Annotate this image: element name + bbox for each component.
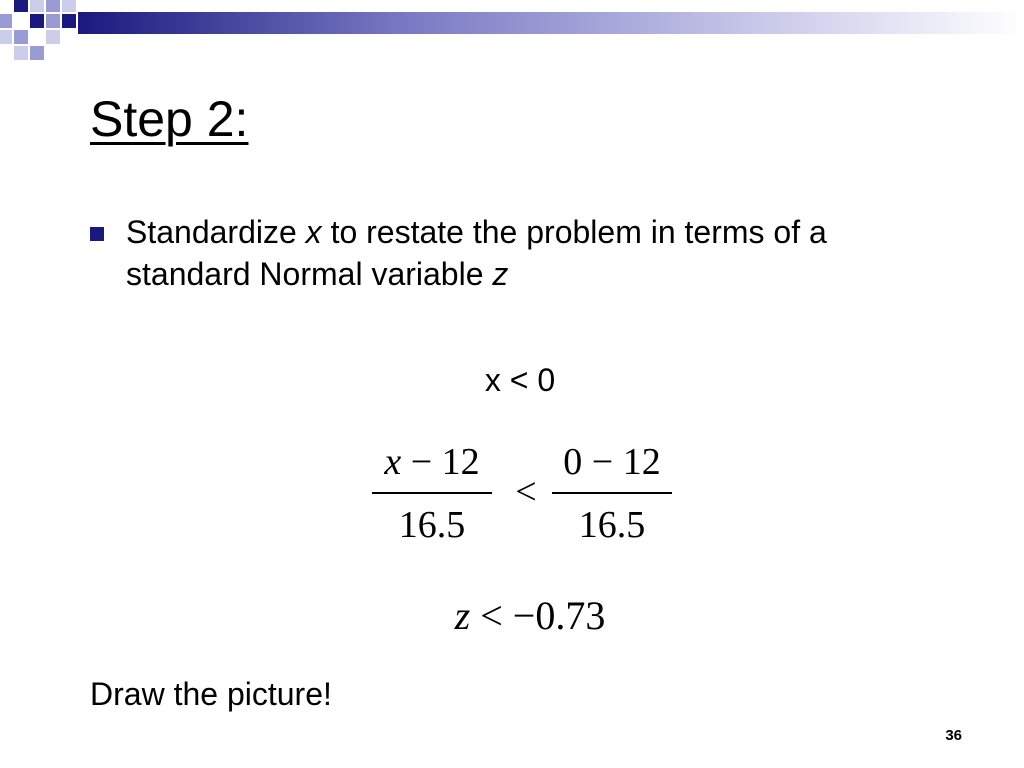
right-numerator: 0 − 12: [563, 441, 661, 483]
header-gradient-band: [0, 0, 1024, 62]
bullet-var-z: z: [492, 256, 509, 292]
header-decoration: [0, 0, 1024, 62]
left-denominator: 16.5: [398, 504, 466, 546]
result-rest: < −0.73: [470, 593, 606, 638]
right-fraction-bar: [552, 492, 672, 494]
left-numerator: [370, 440, 494, 484]
bullet-text: [126, 211, 946, 295]
result-inequality: [0, 593, 1024, 639]
bullet-text-pre: Standardize: [126, 214, 306, 250]
result-var-z: z: [454, 593, 471, 638]
inequality-x: x < 0: [484, 362, 556, 398]
bullet-var-x: x: [305, 214, 322, 250]
left-fraction-bar: [372, 492, 492, 494]
less-than-operator: <: [515, 471, 537, 513]
fraction-inequality: [360, 436, 690, 556]
square-bullet-shape: [90, 227, 104, 241]
left-fraction: [370, 436, 494, 556]
left-numerator-rest: − 12: [401, 441, 480, 483]
slide-title: Step 2:: [90, 91, 249, 147]
square-bullet-icon: [90, 227, 104, 241]
bullet-text-mid: to restate the problem in terms of a standard Normal variable: [126, 214, 827, 292]
left-numerator-var: x: [384, 441, 402, 483]
draw-picture-text: Draw the picture!: [90, 676, 332, 712]
page-number: 36: [945, 727, 962, 744]
right-denominator: 16.5: [578, 504, 646, 546]
right-fraction: [550, 436, 674, 556]
